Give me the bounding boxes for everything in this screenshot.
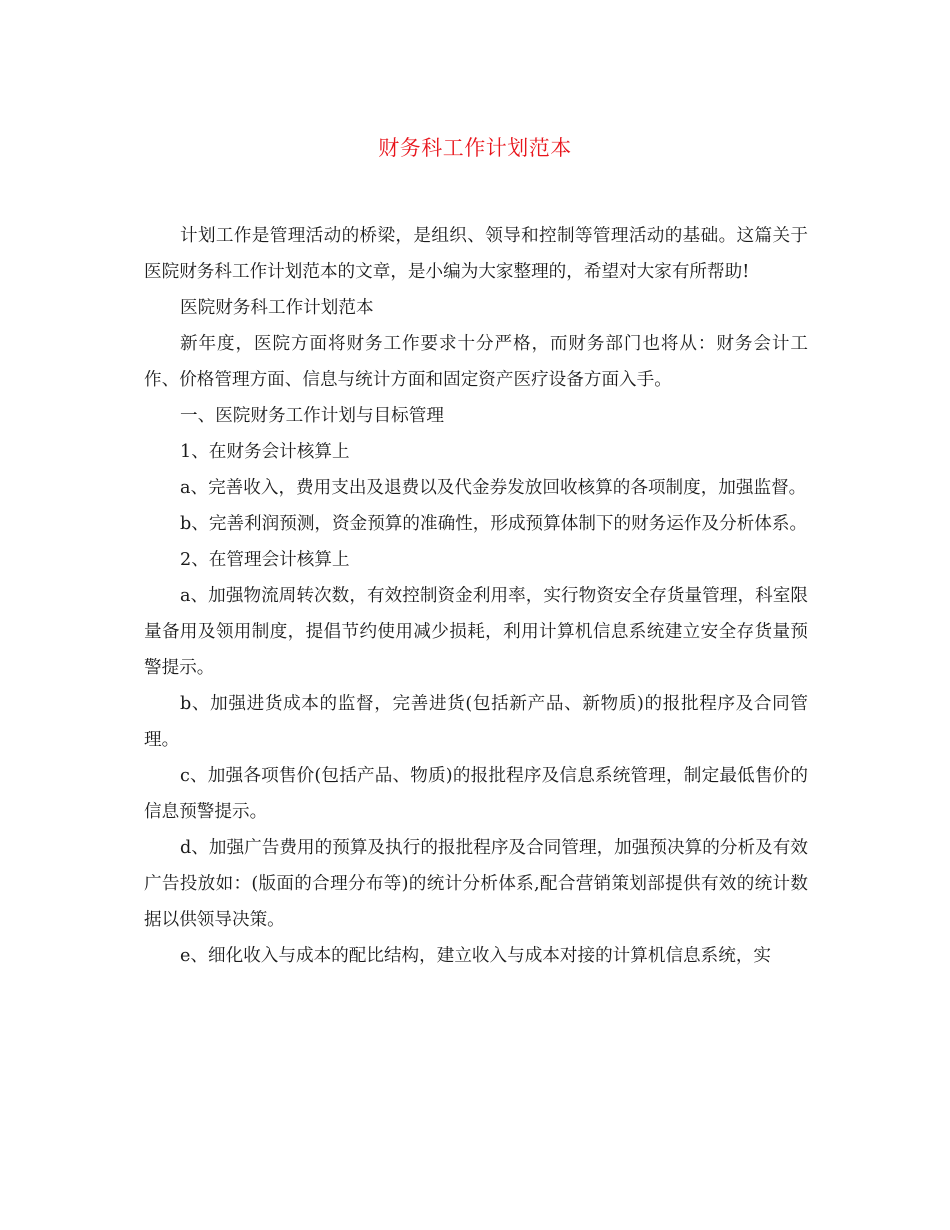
- subsection-heading: 1、在财务会计核算上: [180, 442, 350, 462]
- subsection-heading: 2、在管理会计核算上: [180, 550, 350, 570]
- document-title: 财务科工作计划范本: [378, 136, 572, 160]
- list-item: e、细化收入与成本的配比结构，建立收入与成本对接的计算机信息系统，实: [180, 946, 772, 966]
- list-item: b、加强进货成本的监督，完善进货(包括新产品、新物质)的报批程序及合同管理。: [144, 694, 808, 750]
- list-item: d、加强广告费用的预算及执行的报批程序及合同管理，加强预决算的分析及有效广告投放如：(版面的合理分布等)的统计分析体系,配合营销策划部提供有效的统计数据以供领导决策。: [144, 838, 808, 930]
- overview-paragraph: 新年度，医院方面将财务工作要求十分严格，而财务部门也将从：财务会计工作、价格管理方面、信息与统计方面和固定资产医疗设备方面入手。: [144, 334, 808, 390]
- list-item: b、完善利润预测，资金预算的准确性，形成预算体制下的财务运作及分析体系。: [180, 514, 808, 534]
- list-item: a、加强物流周转次数，有效控制资金利用率，实行物资安全存货量管理，科室限量备用及领用制度，提倡节约使用减少损耗，利用计算机信息系统建立安全存货量预警提示。: [144, 586, 808, 678]
- section-heading: 医院财务科工作计划范本: [180, 298, 374, 318]
- document-body: [144, 218, 808, 974]
- list-item: c、加强各项售价(包括产品、物质)的报批程序及信息系统管理，制定最低售价的信息预警提示。: [144, 766, 808, 822]
- list-item: a、完善收入，费用支出及退费以及代金券发放回收核算的各项制度，加强监督。: [180, 478, 807, 498]
- intro-paragraph: 计划工作是管理活动的桥梁，是组织、领导和控制等管理活动的基础。这篇关于医院财务科工作计划范本的文章，是小编为大家整理的，希望对大家有所帮助!: [144, 226, 808, 282]
- section-heading: 一、医院财务工作计划与目标管理: [180, 406, 444, 426]
